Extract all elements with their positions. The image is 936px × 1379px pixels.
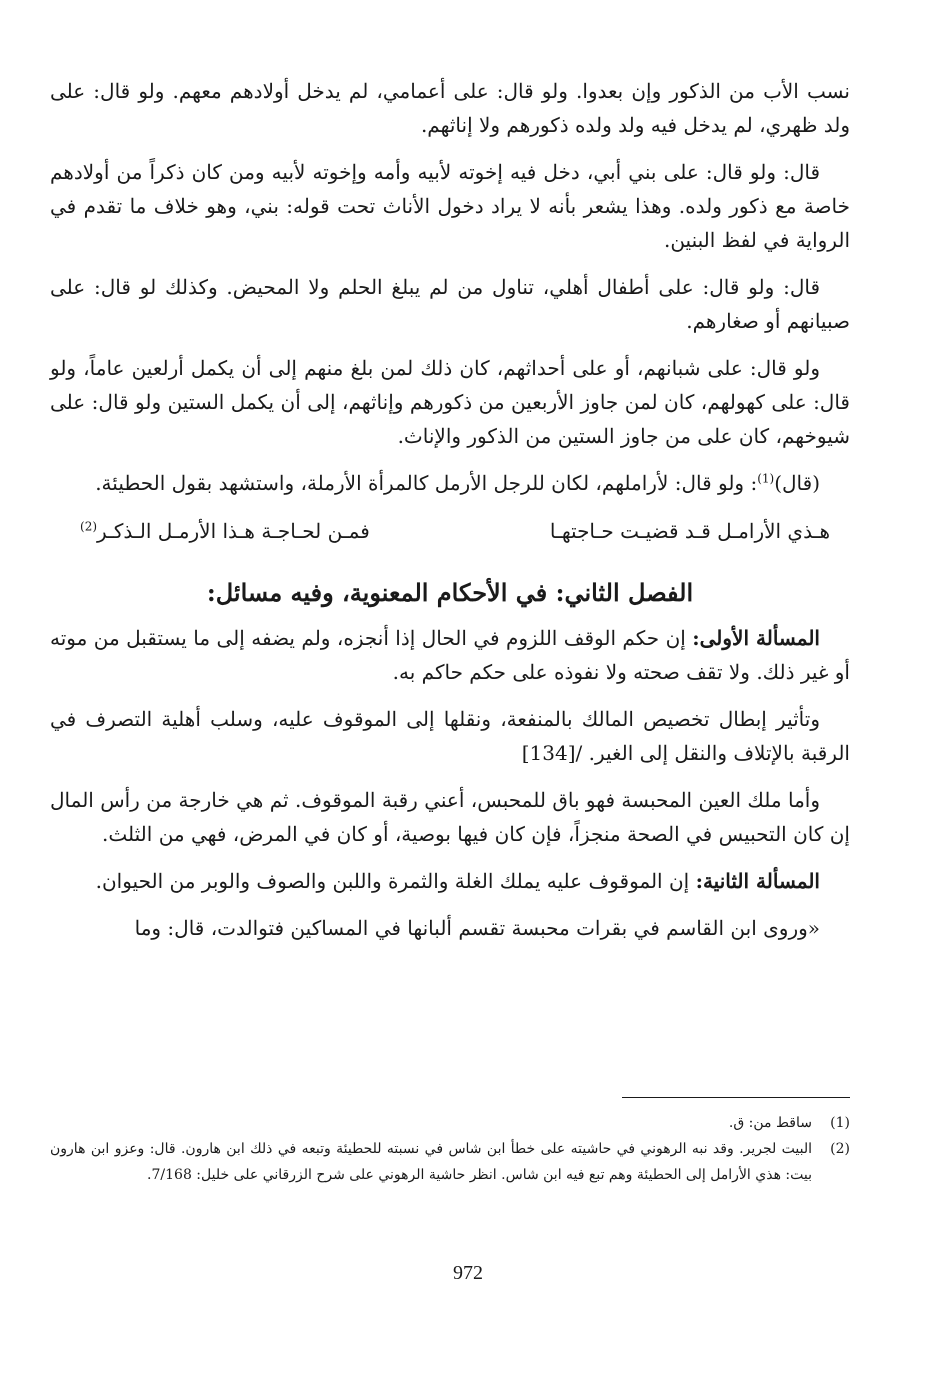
footnote-text: ساقط من: ق. [728,1115,812,1131]
page-number: 972 [453,1262,483,1284]
paragraph-5-rest: : ولو قال: لأراملهم، لكان للرجل الأرمل كالمرأة الأرملة، واستشهد بقول الحطيئة. [95,471,758,495]
paragraph-10: «وروى ابن القاسم في بقرات محبسة تقسم ألبانها في المساكين فتوالدت، قال: وما [134,916,820,940]
paragraph-3: قال: ولو قال: على أطفال أهلي، تناول من لم يبلغ الحلم ولا المحيض. وكذلك لو قال: على صبيانهم أو صغارهم. [50,275,850,333]
paragraph-5-start: (قال) [774,471,820,495]
footnote-ref-1: (1) [757,471,775,486]
question-2-label: المسألة الثانية: [695,869,820,893]
footnote-2 [50,1136,850,1188]
paragraph-2: قال: ولو قال: على بني أبي، دخل فيه إخوته لأبيه وأمه وإخوته لأبيه ومن كان ذكراً من أولادهم خاصة مع ذكور ولده. وهذا يشعر بأنه لا يراد دخول الأناث تحت قوله: بني، وهو خلاف ما تقدم في الرواية في لفظ البنين. [50,160,850,252]
section-heading: الفصل الثاني: في الأحكام المعنوية، وفيه مسائل: [206,578,694,607]
footnote-ref-2: (2) [80,519,98,534]
paragraph-8: وأما ملك العين المحبسة فهو باق للمحبس، أعني رقبة الموقوف. ثم هي خارجة من رأس المال إن كان التحبيس في الصحة منجزاً، فإن كان فيها بوصية، أو كان في المرض، فهي من الثلث. [50,788,850,846]
question-2 [50,864,850,898]
footnotes [50,1110,850,1188]
paragraph-5 [50,466,850,500]
question-1 [50,621,850,689]
question-2-text: إن الموقوف عليه يملك الغلة والثمرة واللبن والصوف والوبر من الحيوان. [95,869,696,893]
footnote-1 [50,1110,850,1136]
footnote-text: البيت لجرير. وقد نبه الرهوني في حاشيته على خطأ ابن شاس في نسبته للحطيئة وتبعه في ذلك ابن هارون. قال: وعزو ابن هارون بيت: هذي الأرامل إلى الحطيئة وهم تبع فيه ابن شاس. انظر حاشية الرهوني على شرح الزرقاني على خليل: 7/168. [50,1141,812,1183]
footnote-number: (1) [830,1115,850,1131]
footnote-divider [622,1097,850,1098]
paragraph-7: وتأثير إبطال تخصيص المالك بالمنفعة، ونقلها إلى الموقوف عليه، وسلب أهلية التصرف في الرقبة بالإتلاف والنقل إلى الغير. /[134] [50,707,850,765]
footnote-number: (2) [830,1141,850,1157]
poetry-verse [50,513,850,549]
question-1-text: إن حكم الوقف اللزوم في الحال إذا أنجزه، ولم يضفه إلى ما يستقبل من موته أو غير ذلك. ولا تقف صحته ولا نفوذه على حكم حاكم به. [50,626,850,684]
question-1-label: المسألة الأولى: [692,626,820,650]
verse-second-hemistich-text: فمـن لحـاجـة هـذا الأرمـل الـذكـر [97,519,370,543]
verse-first-hemistich: هـذي الأرامـل قـد قضيـت حـاجتهـا [549,519,830,543]
main-text [50,74,850,958]
paragraph-4: ولو قال: على شبانهم، أو على أحداثهم، كان ذلك لمن بلغ منهم إلى أن يكمل أرلعين عاماً، ولو قال: على كهولهم، كان لمن جاوز الأربعين من ذكورهم وإناثهم، إلى أن يكمل الستين ولو قال: على شيوخهم، كان على من جاوز الستين من الذكور والإناث. [50,356,850,448]
verse-second-hemistich [80,513,370,549]
paragraph-1: نسب الأب من الذكور وإن بعدوا. ولو قال: على أعمامي، لم يدخل أولادهم معهم. ولو قال: على ولد ظهري، لم يدخل فيه ولد ولده ذكورهم ولا إناثهم. [50,79,850,137]
